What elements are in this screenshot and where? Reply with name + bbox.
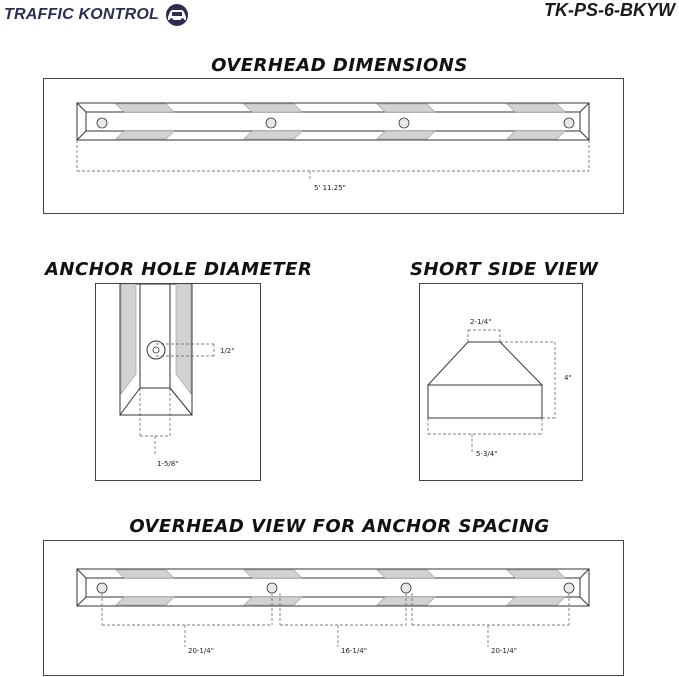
short-side-view-title: SHORT SIDE VIEW	[410, 259, 599, 280]
top-width-label: 2-1/4"	[470, 318, 492, 326]
hole-diameter-label: 1/2"	[220, 347, 235, 355]
anchor-hole-panel	[95, 283, 261, 481]
anchor-spacing-panel	[43, 540, 624, 676]
part-number: TK-PS-6-BKYW	[544, 0, 675, 20]
spacing-label-2: 16-1/4"	[341, 647, 367, 655]
overhead-dimensions-title: OVERHEAD DIMENSIONS	[211, 55, 468, 76]
anchor-spacing-title: OVERHEAD VIEW FOR ANCHOR SPACING	[129, 516, 550, 537]
car-icon	[161, 3, 193, 27]
spacing-label-3: 20-1/4"	[491, 647, 517, 655]
brand-logo	[4, 0, 193, 30]
overhead-dimensions-drawing	[44, 79, 623, 213]
overhead-dimensions-panel	[43, 78, 624, 214]
base-width-label: 5-3/4"	[476, 450, 498, 458]
brand-name: TRAFFIC KONTROL	[4, 6, 159, 23]
short-side-view-panel	[419, 283, 583, 481]
anchor-hole-diameter-title: ANCHOR HOLE DIAMETER	[45, 259, 313, 280]
short-side-view-drawing	[420, 284, 582, 480]
height-label: 4"	[564, 374, 572, 382]
anchor-spacing-drawing	[44, 541, 623, 675]
overall-length-label: 5' 11.25"	[314, 184, 346, 192]
spacing-label-1: 20-1/4"	[188, 647, 214, 655]
anchor-hole-drawing	[96, 284, 260, 480]
channel-width-label: 1-5/8"	[157, 460, 179, 468]
